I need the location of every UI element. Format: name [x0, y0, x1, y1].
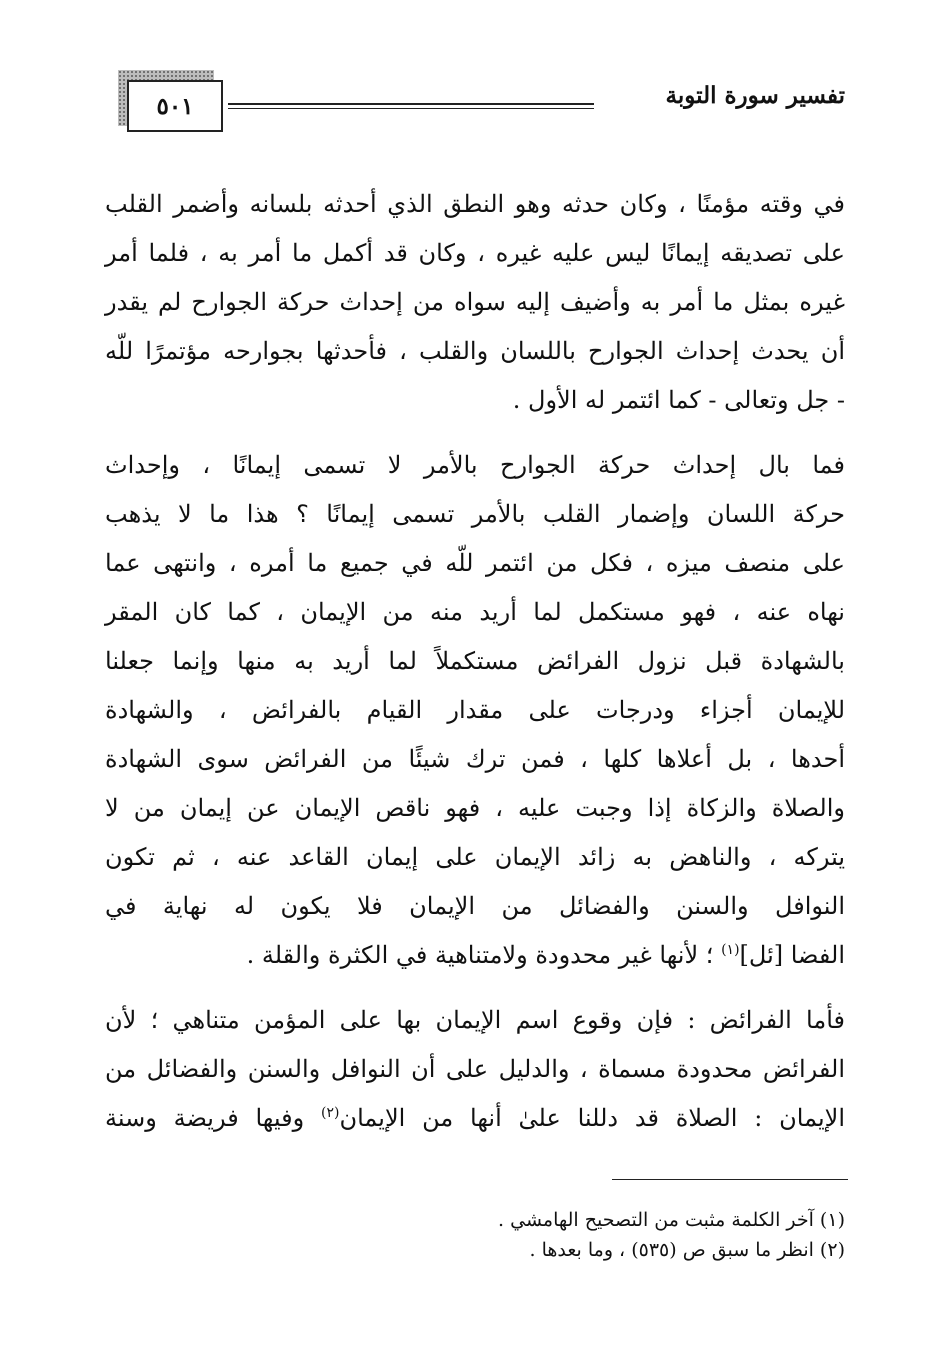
running-title: تفسير سورة التوبة — [665, 82, 845, 109]
text-line: على منصف ميزه ، فكل من ائتمر للّه في جميع ما أمره ، وانتهى عما — [105, 549, 845, 577]
text-line: فما بال إحداث حركة الجوارح بالأمر لا تسمى إيمانًا ، وإحداث — [105, 451, 845, 479]
text-line: حركة اللسان وإضمار القلب بالأمر تسمى إيمانًا ؟ هذا ما لا يذهب — [105, 500, 845, 528]
text-line: فأما الفرائض : فإن وقوع اسم الإيمان بها على المؤمن متناهي ؛ لأن — [105, 1006, 845, 1034]
main-text — [105, 180, 845, 1143]
footnote-separator — [612, 1179, 848, 1180]
text-segment: الإيمان : الصلاة قد دللنا علىٰ أنها من الإيمان — [339, 1104, 846, 1132]
paragraph-3 — [105, 996, 845, 1143]
text-segment: الفضا [ئل] — [739, 941, 845, 969]
page-number-box — [127, 80, 223, 132]
text-line: أن يحدث إحداث الجوارح باللسان والقلب ، فأحدثها بجوارحه مؤتمرًا للّه — [105, 337, 845, 365]
text-line: للإيمان أجزاء ودرجات على مقدار القيام بالفرائض ، والشهادة — [105, 696, 845, 724]
paragraph-1 — [105, 180, 845, 425]
text-line: بالشهادة قبل نزول الفرائض مستكملاً لما أريد به منها وإنما جعلنا — [105, 647, 845, 675]
header-rule — [228, 103, 594, 109]
text-line: في وقته مؤمنًا ، وكان حدثه وهو النطق الذي أحدثه بلسانه وأضمر القلب — [105, 190, 845, 218]
text-line — [105, 1094, 845, 1143]
text-line: نهاه عنه ، فهو مستكمل لما أريد منه من الإيمان ، كما كان المقر — [105, 598, 845, 626]
text-line: الفرائض محدودة مسماة ، والدليل على أن النوافل والسنن والفضائل من — [105, 1055, 845, 1083]
text-line: على تصديقه إيمانًا ليس عليه غيره ، وكان قد أكمل ما أمر به ، فلما أمر — [105, 239, 846, 267]
text-segment: وفيها فريضة وسنة — [105, 1104, 305, 1132]
page-number: ٥٠١ — [156, 92, 194, 120]
footnote-2: (٢) انظر ما سبق ص (٥٣٥) ، وما بعدها . — [529, 1239, 845, 1261]
text-line: النوافل والسنن والفضائل من الإيمان فلا يكون له نهاية في — [105, 892, 845, 920]
paragraph-2 — [105, 441, 845, 980]
text-line: يتركه ، والناهض به زائد الإيمان على إيمان القاعد عنه ، ثم تكون — [105, 843, 845, 871]
text-line: - جل وتعالى - كما ائتمر له الأول . — [512, 386, 845, 414]
footnotes — [105, 1205, 845, 1265]
footnote-ref-2: (٢) — [320, 1105, 340, 1121]
text-line — [105, 931, 845, 980]
text-segment: ؛ لأنها غير محدودة ولامتناهية في الكثرة والقلة . — [246, 941, 714, 969]
footnote-1: (١) آخر الكلمة مثبت من التصحيح الهامشي . — [498, 1209, 845, 1231]
text-line: والصلاة والزكاة إذا وجبت عليه ، فهو ناقص الإيمان عن إيمان من لا — [105, 794, 845, 822]
text-line: غيره بمثل ما أمر به وأضيف إليه سواه من إحداث حركة الجوارح لم يقدر — [105, 288, 845, 316]
text-line: أحدها ، بل أعلاها كلها ، فمن ترك شيئًا من الفرائض سوى الشهادة — [105, 745, 845, 773]
footnote-ref-1: (١) — [721, 942, 740, 958]
